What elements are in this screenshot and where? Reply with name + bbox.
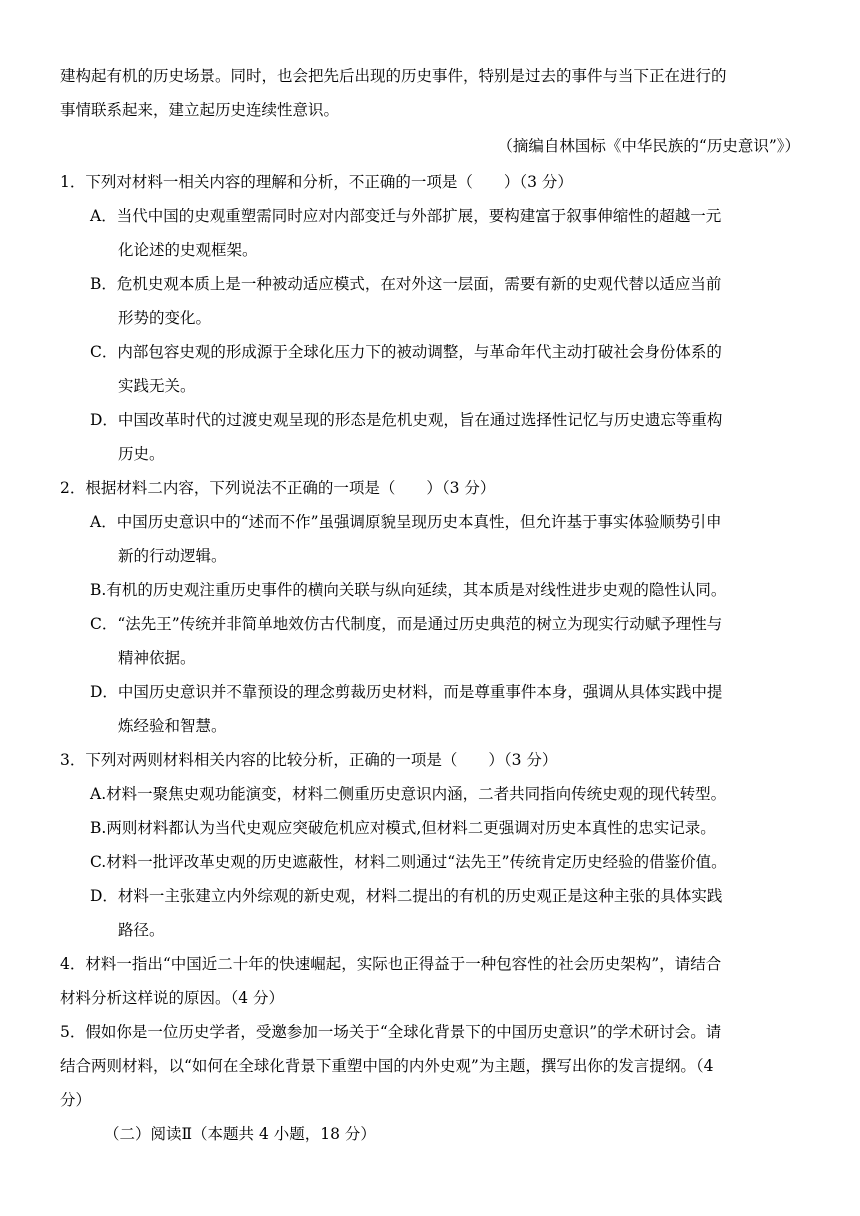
q3-option-b: B.两则材料都认为当代史观应突破危机应对模式,但材料二更强调对历史本真性的忠实记录。 (90, 819, 716, 837)
q1-option-d-cont: 历史。 (118, 445, 165, 463)
q3-option-d: D．材料一主张建立内外综观的新史观，材料二提出的有机的历史观正是这种主张的具体实践 (90, 887, 723, 905)
q1-option-b-cont: 形势的变化。 (118, 309, 212, 327)
q2-option-a-cont: 新的行动逻辑。 (118, 547, 227, 565)
q1-option-c-cont: 实践无关。 (118, 377, 196, 395)
q2-option-d: D．中国历史意识并不靠预设的理念剪裁历史材料，而是尊重事件本身，强调从具体实践中提 (90, 683, 723, 701)
question-4-line-2: 材料分析这样说的原因。（4 分） (60, 989, 285, 1007)
q2-option-d-cont: 炼经验和智慧。 (118, 717, 227, 735)
source-citation: （摘编自林国标《中华民族的“历史意识”》） (497, 137, 800, 155)
q1-option-c: C．内部包容史观的形成源于全球化压力下的被动调整，与革命年代主动打破社会身份体系的 (90, 343, 722, 361)
q3-option-c: C.材料一批评改革史观的历史遮蔽性，材料二则通过“法先王”传统肯定历史经验的借鉴价值。 (90, 853, 727, 871)
intro-line-2: 事情联系起来，建立起历史连续性意识。 (60, 101, 340, 119)
q2-option-c-cont: 精神依据。 (118, 649, 196, 667)
question-1-stem: 1．下列对材料一相关内容的理解和分析，不正确的一项是（ ）（3 分） (60, 173, 573, 191)
section-heading: （二）阅读Ⅱ（本题共 4 小题，18 分） (104, 1125, 376, 1143)
q1-option-b: B．危机史观本质上是一种被动适应模式，在对外这一层面，需要有新的史观代替以适应当前 (90, 275, 722, 293)
q3-option-d-cont: 路径。 (118, 921, 165, 939)
q2-option-b: B.有机的历史观注重历史事件的横向关联与纵向延续，其本质是对线性进步史观的隐性认同。 (90, 581, 727, 599)
q1-option-d: D．中国改革时代的过渡史观呈现的形态是危机史观，旨在通过选择性记忆与历史遗忘等重构 (90, 411, 723, 429)
q1-option-a: A．当代中国的史观重塑需同时应对内部变迁与外部扩展，要构建富于叙事伸缩性的超越一元 (90, 207, 722, 225)
question-5-line-1: 5．假如你是一位历史学者，受邀参加一场关于“全球化背景下的中国历史意识”的学术研讨会。请 (60, 1023, 722, 1041)
question-2-stem: 2．根据材料二内容，下列说法不正确的一项是（ ）（3 分） (60, 479, 496, 497)
intro-line-1: 建构起有机的历史场景。同时，也会把先后出现的历史事件，特别是过去的事件与当下正在进行的 (60, 67, 727, 85)
question-4-line-1: 4．材料一指出“中国近二十年的快速崛起，实际也正得益于一种包容性的社会历史架构”，请结合 (60, 955, 722, 973)
question-3-stem: 3．下列对两则材料相关内容的比较分析，正确的一项是（ ）（3 分） (60, 751, 558, 769)
q2-option-a: A．中国历史意识中的“述而不作”虽强调原貌呈现历史本真性，但允许基于事实体验顺势引申 (90, 513, 722, 531)
question-5-line-3: 分） (60, 1091, 92, 1109)
question-5-line-2: 结合两则材料，以“如何在全球化背景下重塑中国的内外史观”为主题，撰写出你的发言提纲。（4 (60, 1057, 714, 1075)
q3-option-a: A.材料一聚焦史观功能演变，材料二侧重历史意识内涵，二者共同指向传统史观的现代转型。 (90, 785, 727, 803)
q2-option-c: C．“法先王”传统并非简单地效仿古代制度，而是通过历史典范的树立为现实行动赋予理性与 (90, 615, 723, 633)
q1-option-a-cont: 化论述的史观框架。 (118, 241, 258, 259)
